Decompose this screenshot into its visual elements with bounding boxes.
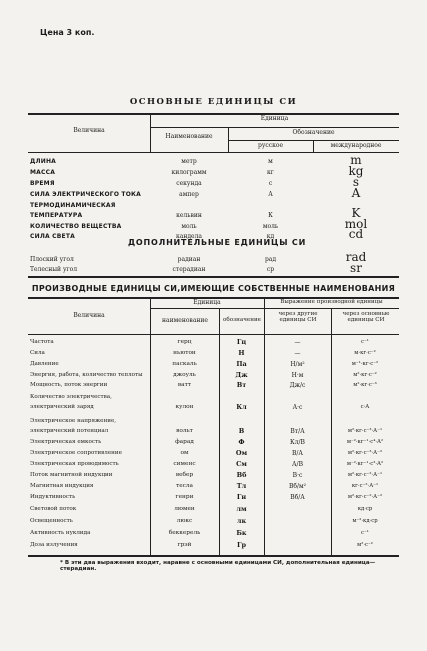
header-designation: Обозначение [292, 129, 335, 136]
quantity-cell: Электрическое сопротивление [30, 450, 122, 456]
via-base-cell: м⁻¹·кг·с⁻² [351, 361, 379, 367]
quantity-cell: КОЛИЧЕСТВО ВЕЩЕСТВА [30, 223, 122, 230]
unit-name-cell: кандела [176, 233, 202, 240]
footnote: * В эти два выражения входит, наравне с основными единицами СИ, дополнительная единица—стерадиан. [60, 560, 376, 572]
unit-symbol-cell: Ф [238, 438, 245, 446]
russian-symbol-cell: м [268, 158, 273, 165]
international-symbol-cell: s [352, 175, 360, 189]
header-russian: русское [257, 142, 283, 149]
quantity-cell: СИЛА СВЕТА [30, 233, 75, 240]
quantity-cell: Доза излучения [30, 542, 78, 548]
russian-symbol-cell: кг [267, 169, 274, 176]
unit-symbol-cell: Гр [236, 541, 247, 549]
unit-symbol-cell: Н [238, 349, 245, 357]
quantity-cell: Магнитная индукция [30, 483, 94, 489]
international-symbol-cell: m [350, 153, 362, 167]
header-via-other: через другие единицы СИ [278, 311, 318, 323]
header-international: международное [330, 142, 382, 149]
via-base-cell: с·А [360, 404, 370, 410]
quantity-cell: электрический заряд [30, 404, 94, 410]
via-base-cell: с⁻¹ [361, 530, 369, 536]
quantity-cell: ВРЕМЯ [30, 180, 55, 187]
via-base-cell: м²·кг·с⁻³·А⁻¹ [347, 428, 383, 434]
unit-name-cell: тесла [175, 483, 194, 489]
via-base-cell: м²·кг·с⁻³·А⁻² [347, 450, 383, 456]
quantity-cell: Индуктивность [30, 494, 76, 500]
header-quantity: Величина [73, 312, 105, 319]
via-base-cell: м²·кг·с⁻²·А⁻² [347, 494, 383, 500]
russian-symbol-cell: К [268, 212, 273, 219]
via-base-cell: с⁻¹ [361, 339, 369, 345]
unit-symbol-cell: Гн [236, 493, 247, 501]
russian-symbol-cell: ср [266, 266, 275, 273]
table-rule [150, 308, 264, 309]
quantity-cell: Электрическое напряжение, [30, 418, 117, 424]
quantity-cell: Сила [30, 350, 45, 356]
quantity-cell: Количество электричества, [30, 394, 112, 400]
unit-symbol-cell: Кл [236, 403, 247, 411]
unit-name-cell: герц [177, 339, 192, 345]
header-quantity: Величина [73, 127, 105, 134]
via-other-cell: — [294, 350, 301, 357]
via-other-cell: А/В [292, 461, 303, 468]
header-via-base: через основные единицы СИ [342, 311, 390, 323]
unit-name-cell: секунда [176, 180, 202, 187]
unit-symbol-cell: Тл [236, 482, 247, 490]
table-rule [28, 276, 399, 278]
via-base-cell: м⁻²·кд·ср [352, 518, 378, 524]
unit-name-cell: фарад [175, 439, 194, 445]
via-base-cell: м²·кг·с⁻³ [353, 382, 377, 388]
derived-units-title: ПРОИЗВОДНЫЕ ЕДИНИЦЫ СИ,ИМЕЮЩИЕ СОБСТВЕННЫЕ НАИМЕНОВАНИЯ [31, 284, 396, 293]
quantity-cell: Давление [30, 361, 59, 367]
unit-name-cell: люмен [174, 506, 195, 512]
unit-name-cell: ампер [179, 191, 199, 198]
via-base-cell: м²·кг·с⁻² [353, 372, 377, 378]
unit-name-cell: генри [175, 494, 194, 500]
header-name: Наименование [165, 133, 213, 140]
via-base-cell: кд·ср [357, 506, 373, 512]
quantity-cell: Энергия, работа, количество теплоты [30, 372, 143, 378]
header-name: наименование [162, 317, 208, 324]
unit-name-cell: беккерель [168, 530, 201, 536]
russian-symbol-cell: рад [264, 256, 277, 263]
quantity-cell: Мощность, поток энергии [30, 382, 108, 388]
international-symbol-cell: A [351, 186, 361, 200]
via-base-cell: м⁻²·кг⁻¹·с³·А² [346, 461, 384, 467]
via-other-cell: Дж/с [289, 382, 306, 389]
unit-name-cell: кельвин [176, 212, 202, 219]
via-other-cell: В·с [292, 472, 303, 479]
supplementary-units-title: ДОПОЛНИТЕЛЬНЫЕ ЕДИНИЦЫ СИ [128, 238, 307, 247]
table-rule [28, 334, 399, 335]
via-other-cell: — [294, 339, 301, 346]
via-other-cell: Вт/А [290, 428, 305, 435]
unit-symbol-cell: Дж [235, 371, 248, 379]
table-rule [264, 297, 265, 556]
via-other-cell: Вб/м² [288, 483, 307, 490]
table-rule [28, 113, 399, 115]
unit-symbol-cell: Бк [236, 529, 247, 537]
unit-name-cell: ом [180, 450, 189, 456]
unit-name-cell: радиан [177, 256, 201, 263]
table-rule [150, 127, 399, 128]
russian-symbol-cell: кд [266, 233, 275, 240]
via-base-cell: м²·с⁻² [357, 542, 373, 548]
quantity-cell: электрический потенциал [30, 428, 109, 434]
unit-symbol-cell: Ом [235, 449, 248, 457]
unit-symbol-cell: лк [236, 517, 247, 525]
unit-symbol-cell: Вб [236, 471, 247, 479]
unit-symbol-cell: лм [236, 505, 247, 513]
unit-name-cell: моль [181, 223, 197, 230]
international-symbol-cell: cd [348, 227, 364, 241]
unit-name-cell: вебер [175, 472, 194, 478]
russian-symbol-cell: с [268, 180, 273, 187]
table-rule [28, 555, 399, 557]
unit-symbol-cell: См [236, 460, 247, 468]
unit-symbol-cell: Па [236, 360, 247, 368]
via-base-cell: м·кг·с⁻² [354, 350, 376, 356]
unit-symbol-cell: Вт [236, 381, 247, 389]
quantity-cell: Поток магнитной индукции [30, 472, 113, 478]
international-symbol-cell: kg [348, 164, 364, 178]
unit-name-cell: грэй [177, 542, 192, 548]
unit-name-cell: метр [181, 158, 197, 165]
unit-name-cell: вольт [176, 428, 193, 434]
international-symbol-cell: rad [345, 250, 367, 264]
quantity-cell: Частота [30, 339, 54, 345]
quantity-cell: Телесный угол [30, 266, 78, 273]
via-other-cell: Кл/В [290, 439, 305, 446]
quantity-cell: ДЛИНА [30, 158, 57, 165]
unit-name-cell: сименс [173, 461, 196, 467]
header-unit: Единица [193, 299, 221, 306]
via-other-cell: А·с [292, 404, 303, 411]
unit-symbol-cell: В [238, 427, 245, 435]
via-base-cell: м⁻²·кг⁻¹·с⁴·А² [346, 439, 384, 445]
quantity-cell: Световой поток [30, 506, 77, 512]
via-other-cell: Н/м² [290, 361, 305, 368]
header-expression: Выражение производной единицы [280, 299, 383, 305]
international-symbol-cell: sr [350, 261, 362, 275]
quantity-cell: ТЕМПЕРАТУРА [30, 212, 83, 219]
header-designation: обозначение [223, 317, 261, 323]
unit-name-cell: стерадиан [172, 266, 206, 273]
price-label: Цена 3 коп. [40, 28, 95, 37]
unit-name-cell: ньютон [173, 350, 196, 356]
quantity-cell: Освещенность [30, 518, 73, 524]
unit-name-cell: ватт [177, 382, 192, 388]
international-symbol-cell: mol [344, 217, 368, 231]
unit-symbol-cell: Гц [236, 338, 247, 346]
international-symbol-cell: K [351, 206, 361, 220]
russian-symbol-cell: моль [262, 223, 279, 230]
quantity-cell: Электрическая проводимость [30, 461, 119, 467]
via-base-cell: кг·с⁻²·А⁻¹ [351, 483, 379, 489]
quantity-cell: МАССА [30, 169, 56, 176]
quantity-cell: Активность нуклида [30, 530, 91, 536]
via-other-cell: Н·м [291, 372, 304, 379]
quantity-cell: Электрическая емкость [30, 439, 102, 445]
quantity-cell: СИЛА ЭЛЕКТРИЧЕСКОГО ТОКА [30, 191, 141, 198]
header-unit: Единица [260, 115, 289, 122]
quantity-cell: ТЕРМОДИНАМИЧЕСКАЯ [30, 202, 116, 209]
via-other-cell: Вб/А [290, 494, 305, 501]
quantity-cell: Плоский угол [30, 256, 74, 263]
via-base-cell: м²·кг·с⁻²·А⁻¹ [347, 472, 383, 478]
unit-name-cell: люкс [176, 518, 193, 524]
unit-name-cell: килограмм [171, 169, 207, 176]
russian-symbol-cell: А [268, 191, 273, 198]
unit-name-cell: паскаль [172, 361, 197, 367]
base-units-title: ОСНОВНЫЕ ЕДИНИЦЫ СИ [129, 97, 298, 107]
unit-name-cell: джоуль [173, 372, 196, 378]
unit-name-cell: кулон [175, 404, 194, 410]
via-other-cell: В/А [292, 450, 303, 457]
